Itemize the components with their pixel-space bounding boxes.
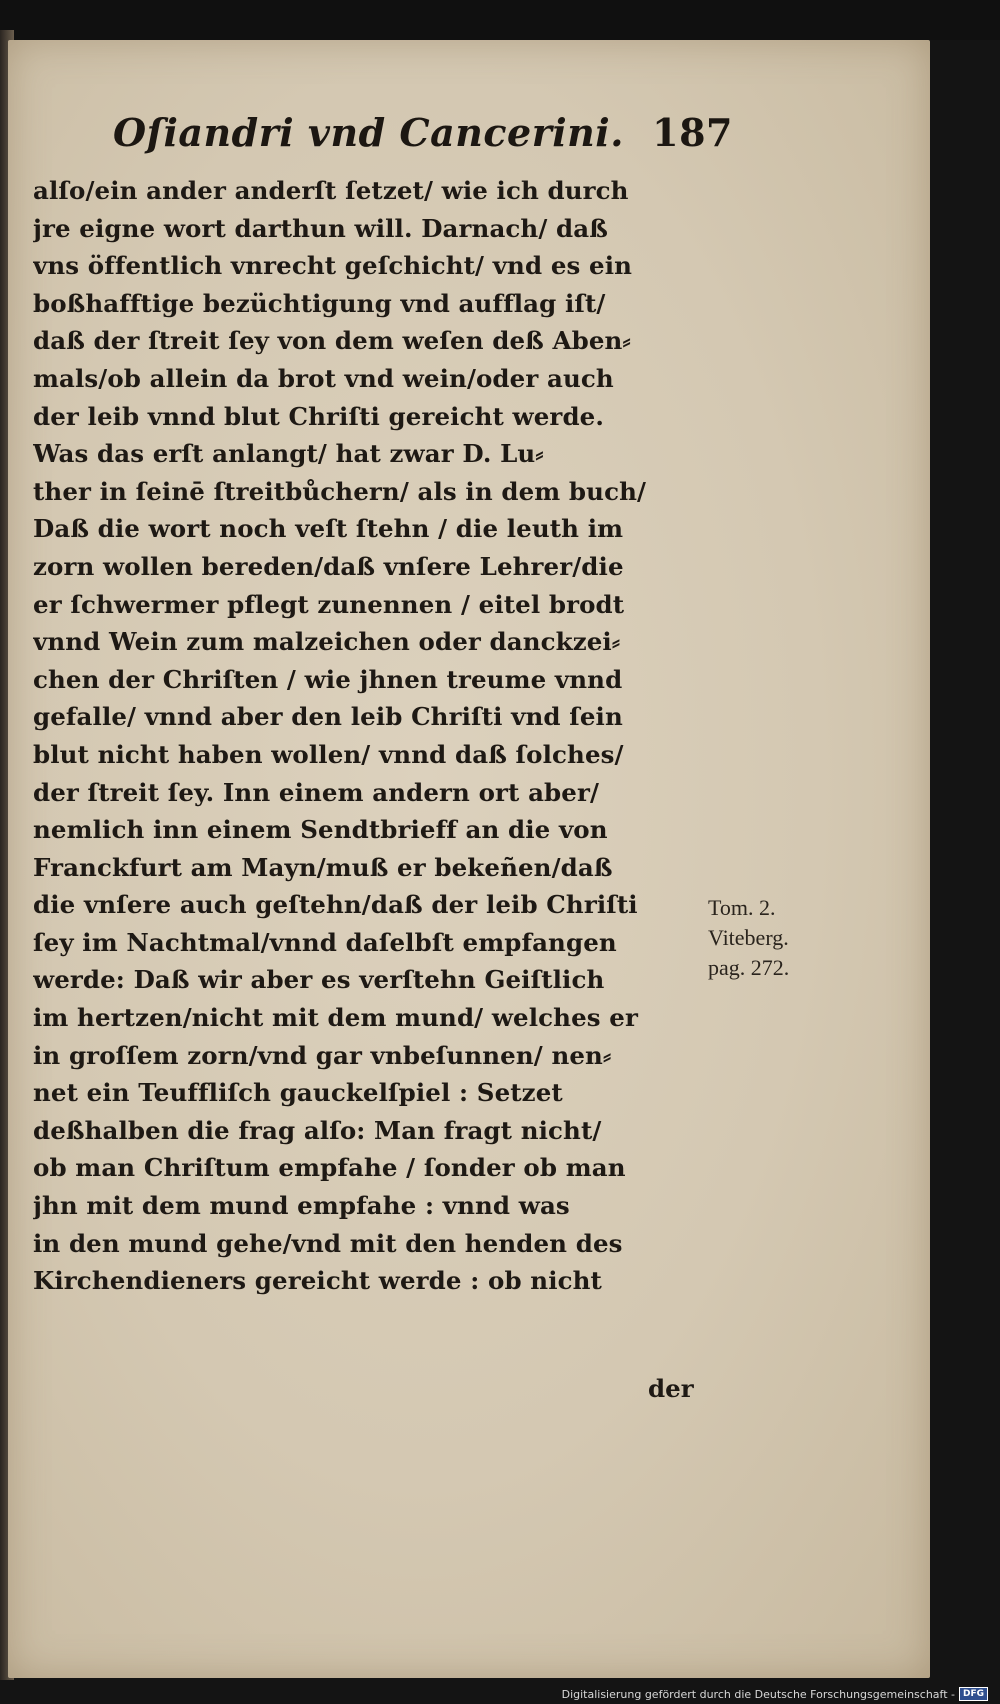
credit-text: Digitalisierung gefördert durch die Deutsche Forschungsgemeinschaft - — [561, 1687, 955, 1701]
text-line: ob man Chriſtum empfahe / ſonder ob man — [33, 1153, 626, 1183]
text-line: Daß die wort noch veſt ſtehn / die leuth im — [33, 514, 624, 544]
text-line: der leib vnnd blut Chriſti gereicht werde. — [33, 401, 604, 431]
text-line: gefalle/ vnnd aber den leib Chriſti vnd ſein — [33, 702, 623, 732]
page-number: 187 — [652, 110, 733, 155]
text-line: im hertzen/nicht mit dem mund/ welches er — [33, 1003, 638, 1033]
body-text — [33, 172, 713, 1300]
text-line: in groſſem zorn/vnd gar vnbeſunnen/ nen⸗ — [33, 1040, 612, 1070]
text-line: zorn wollen bereden/daß vnſere Lehrer/die — [33, 551, 624, 581]
text-line: der ſtreit ſey. Inn einem andern ort aber/ — [33, 777, 600, 807]
text-line: nemlich inn einem Sendtbrieff an die von — [33, 815, 608, 845]
text-line: in den mund gehe/vnd mit den henden des — [33, 1228, 623, 1258]
text-line: die vnſere auch geſtehn/daß der leib Chriſti — [33, 890, 638, 920]
text-line: chen der Chriſten / wie jhnen treume vnnd — [33, 664, 623, 694]
text-line: vnnd Wein zum malzeichen oder danckzei⸗ — [33, 627, 621, 657]
text-line: mals/ob allein da brot vnd wein/oder auch — [33, 363, 614, 393]
text-line: daß der ſtreit ſey von dem weſen deß Aben⸗ — [33, 326, 631, 356]
text-line: jhn mit dem mund empfahe : vnnd was — [33, 1191, 570, 1221]
text-line: net ein Teuffliſch gauckelſpiel : Setzet — [33, 1078, 563, 1108]
text-line: Kirchendieners gereicht werde : ob nicht — [33, 1266, 602, 1296]
text-line: jre eigne wort darthun will. Darnach/ daß — [33, 213, 608, 243]
margin-note-line: pag. 272. — [708, 955, 790, 980]
running-head — [113, 110, 733, 155]
text-line: Was das erſt anlangt/ hat zwar D. Lu⸗ — [33, 439, 544, 469]
text-line: blut nicht haben wollen/ vnnd daß ſolches/ — [33, 739, 624, 769]
running-head-title: Oſiandri vnd Cancerini. — [113, 110, 624, 155]
text-line: boßhafftige bezüchtigung vnd aufflag iſt/ — [33, 288, 606, 318]
scan-background-top — [0, 0, 1000, 40]
text-line: er ſchwermer pflegt zunennen / eitel brodt — [33, 589, 625, 619]
text-line: deßhalben die frag alſo: Man fragt nicht/ — [33, 1115, 602, 1145]
text-line: ſey im Nachtmal/vnnd daſelbſt empfangen — [33, 927, 617, 957]
margin-note — [708, 893, 838, 983]
digitization-credit — [562, 1687, 988, 1701]
book-page — [8, 40, 930, 1678]
catchword: der — [648, 1374, 694, 1403]
text-line: ther in ſeinē ſtreitbůchern/ als in dem buch/ — [33, 476, 647, 506]
text-line: vns öffentlich vnrecht geſchicht/ vnd es ein — [33, 251, 633, 281]
dfg-logo-icon: DFG — [959, 1687, 988, 1701]
margin-note-line: Tom. 2. — [708, 895, 776, 920]
text-line: werde: Daß wir aber es verſtehn Geiſtlich — [33, 965, 605, 995]
margin-note-line: Viteberg. — [708, 925, 789, 950]
text-line: alſo/ein ander anderſt ſetzet/ wie ich durch — [33, 176, 629, 205]
text-line: Franckfurt am Mayn/muß er bekeñen/daß — [33, 852, 613, 882]
